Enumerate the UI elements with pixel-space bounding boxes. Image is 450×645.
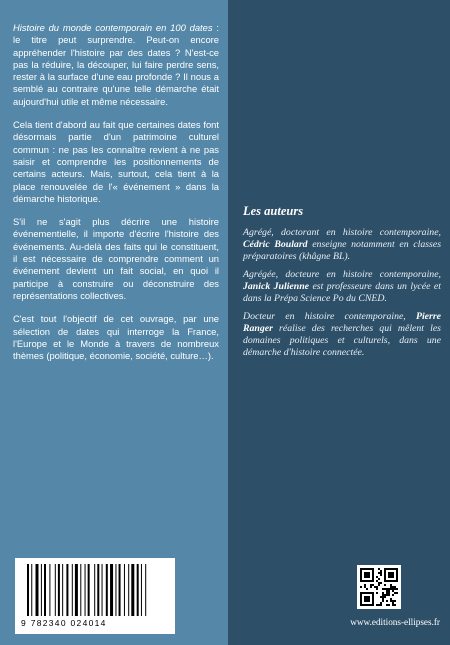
qr-code-pattern [360, 568, 398, 606]
author-bio-1 [243, 227, 441, 263]
authors-heading: Les auteurs [243, 204, 304, 218]
qr-code-icon [357, 565, 401, 609]
barcode-digits: 9 782340 024014 [21, 618, 107, 628]
blurb-paragraph-4: C'est tout l'objectif de cet ouvrage, par une sélection de dates qui interroge la France, l'Europe et le Monde à travers de nombreux thèmes (politique, économie, société, culture…). [13, 313, 219, 362]
blurb-paragraph-1 [13, 22, 219, 108]
blurb-text [13, 22, 219, 373]
authors-section [243, 205, 441, 365]
author-bio-1-post: enseigne notamment en classes préparatoires (khâgne BL). [243, 239, 442, 262]
blurb-paragraph-2: Cela tient d'abord au fait que certaines dates font désormais partie d'un patrimoine culturel commun : ne pas les connaître revient à ne pas saisir et comprendre les positionnements de certains acteurs. Mais, surtout, cela tient à la place renouvelée de l'« événement » dans la démarche historique. [13, 119, 219, 204]
author-bio-2 [243, 269, 441, 305]
blurb-paragraph-1-rest: : le titre peut surprendre. Peut-on encore appréhender l'histoire par des dates ? N'est-ce pas la réduire, la découper, lui faire perdre sens, rester à la surface d'une eau profonde ? Il nous a semblé au contraire qu'une telle démarche était aujourd'hui utile et même nécessaire. [13, 22, 219, 107]
author-name-2: Janick Julienne [243, 281, 310, 292]
author-bio-2-post: est professeure dans un lycée et dans la Prépa Science Po du CNED. [243, 281, 441, 304]
barcode-bars [27, 564, 163, 618]
author-bio-3 [243, 311, 441, 359]
author-bio-2-pre: Agrégée, docteure en histoire contemporaine, [243, 269, 441, 280]
publisher-url: www.editions-ellipses.fr [350, 617, 440, 627]
authors-panel [228, 0, 450, 645]
barcode [15, 558, 175, 634]
blurb-paragraph-3: S'il ne s'agit plus décrire une histoire événementielle, il importe d'écrire l'histoire des événements. Au-delà des faits qui le constituent, il est nécessaire de comprendre comment un événement devient un fait social, en quoi il participe à construire ou déconstruire des représentations collectives. [13, 216, 219, 301]
author-bio-3-pre: Docteur en histoire contemporaine, [243, 311, 416, 322]
book-title: Histoire du monde contemporain en 100 dates [13, 22, 213, 33]
author-bio-1-pre: Agrégé, doctorant en histoire contemporaine, [243, 227, 441, 238]
author-name-1: Cédric Boulard [243, 239, 308, 250]
author-name-3: Pierre Ranger [243, 311, 441, 334]
author-bio-3-post: réalise des recherches qui mêlent les domaines politiques et culturels, dans une démarche d'histoire connectée. [243, 323, 441, 358]
